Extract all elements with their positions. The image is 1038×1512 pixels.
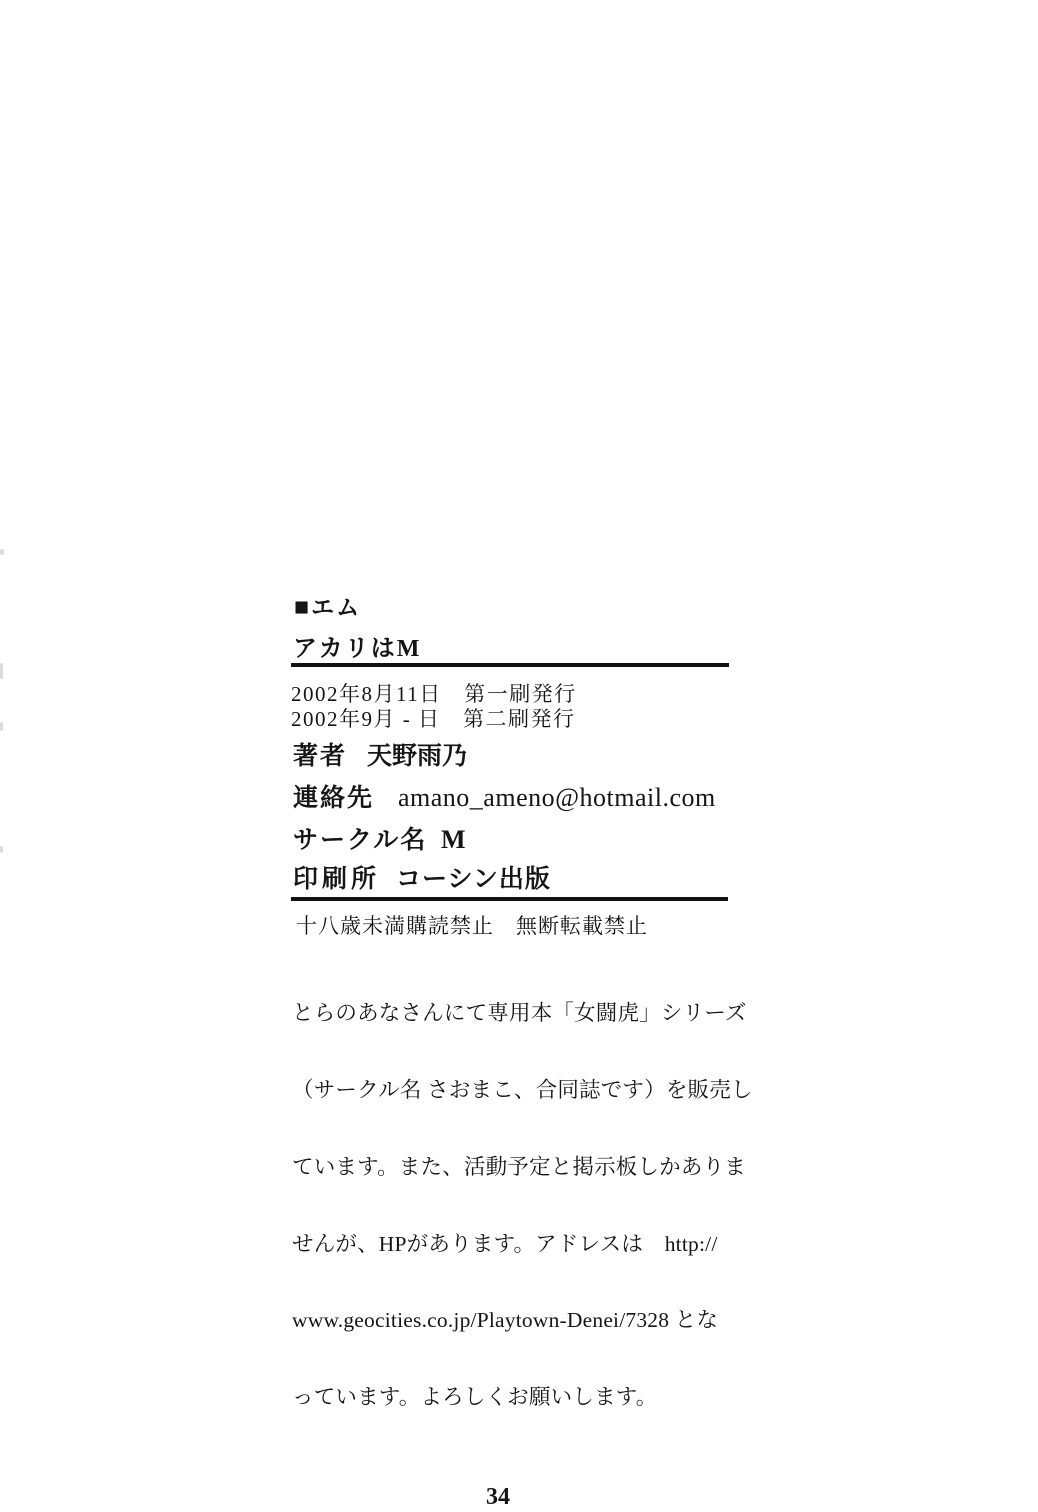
scan-artifact — [0, 722, 3, 731]
top-divider — [291, 663, 729, 667]
circle-label: サークル名 — [293, 827, 428, 854]
printer-label: 印刷所 — [293, 866, 381, 893]
age-restriction-notice: 十八歳未満購読禁止 無断転載禁止 — [296, 914, 648, 938]
printer-name: コーシン出版 — [396, 866, 551, 893]
bottom-divider — [291, 897, 728, 901]
author-label: 著者 — [293, 743, 348, 770]
sales-note-line: とらのあなさんにて専用本「女闘虎」シリーズ — [292, 1001, 747, 1026]
series-header — [294, 589, 361, 622]
scan-artifact — [0, 846, 3, 853]
sales-note-line: www.geocities.co.jp/Playtown-Denei/7328 とな — [292, 1308, 719, 1333]
black-square-icon: ■ — [294, 594, 312, 621]
second-printing-line: 2002年9月 - 日 第二刷発行 — [291, 707, 576, 731]
first-printing-line: 2002年8月11日 第一刷発行 — [291, 682, 577, 706]
series-header-text: エム — [311, 595, 362, 620]
sales-note-line: っています。よろしくお願いします。 — [292, 1385, 658, 1410]
scan-artifact — [0, 549, 4, 555]
page-number: 34 — [486, 1484, 510, 1510]
field-row-printer — [293, 859, 551, 895]
sales-note-line: （サークル名 さおまこ、合同誌です）を販売し — [292, 1077, 753, 1102]
field-row-author — [293, 736, 467, 772]
sales-note-line: ています。また、活動予定と掲示板しかありま — [292, 1154, 746, 1179]
contact-label: 連絡先 — [293, 785, 375, 812]
book-title: アカリはM — [293, 636, 422, 662]
circle-name: M — [441, 825, 466, 854]
author-value: 天野雨乃 — [367, 743, 468, 770]
field-row-contact — [293, 778, 716, 814]
scan-artifact — [0, 663, 3, 679]
sales-note-line: せんが、HPがあります。アドレスは http:// — [292, 1231, 718, 1256]
sales-note — [292, 950, 753, 1462]
field-row-circle — [293, 820, 466, 856]
contact-email: amano_ameno@hotmail.com — [398, 783, 716, 812]
